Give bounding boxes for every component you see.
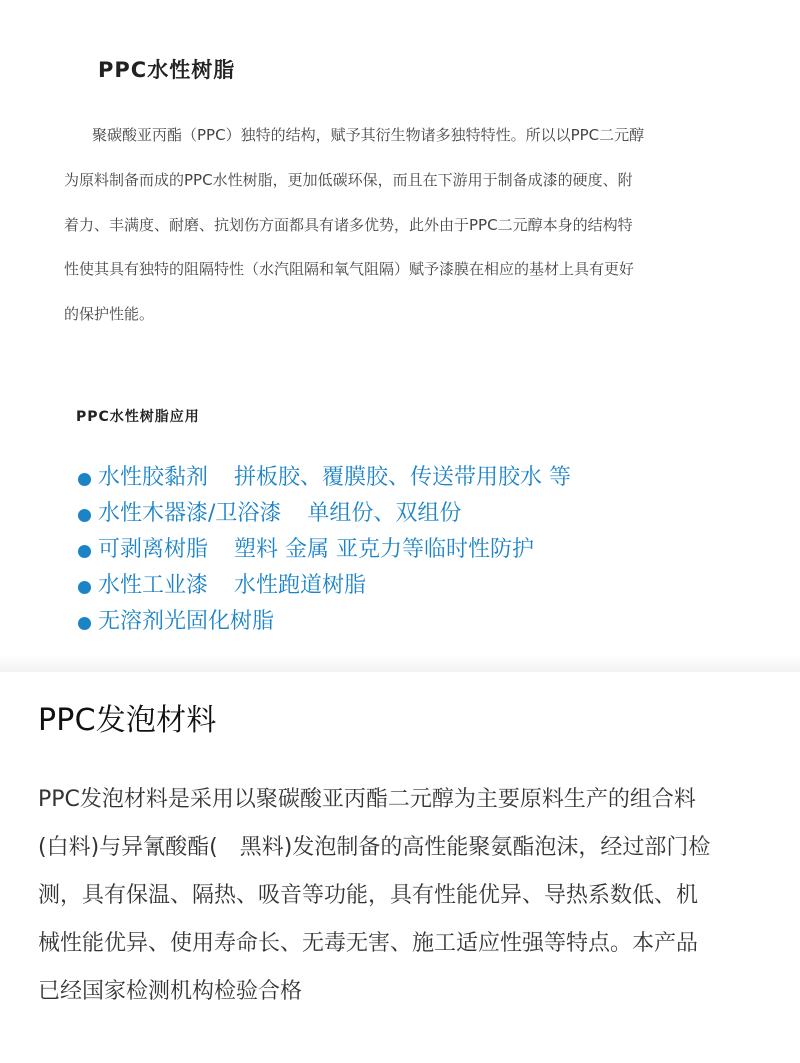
description-line: 聚碳酸亚丙酯（PPC）独特的结构，赋予其衍生物诸多独特特性。所以以PPC二元醇 <box>92 126 645 144</box>
bullet-icon <box>78 509 91 522</box>
ppc-water-resin-title: PPC水性树脂 <box>98 58 236 82</box>
bullet-icon <box>78 581 91 594</box>
ppc-foam-description <box>38 776 768 1016</box>
application-label: 无溶剂光固化树脂 <box>98 609 275 634</box>
section-divider <box>0 654 800 672</box>
application-label: 水性工业漆 <box>98 573 209 598</box>
foam-description-line: 已经国家检测机构检验合格 <box>38 979 303 1004</box>
application-label: 可剥离树脂 <box>98 537 209 562</box>
application-item <box>78 604 571 640</box>
description-line: 性使其具有独特的阻隔特性（水汽阻隔和氧气阻隔）赋予漆膜在相应的基材上具有更好 <box>64 260 635 279</box>
foam-description-line: 械性能优异、使用寿命长、无毒无害、施工适应性强等特点。本产品 <box>38 931 699 956</box>
application-label: 水性胶黏剂 <box>98 465 209 490</box>
foam-description-line: (白料)与异氰酸酯( 黑料)发泡制备的高性能聚氨酯泡沫，经过部门检 <box>38 835 711 860</box>
application-item <box>78 496 571 532</box>
applications-list <box>78 460 571 640</box>
description-line: 为原料制备而成的PPC水性树脂，更加低碳环保，而且在下游用于制备成漆的硬度、附 <box>64 170 633 189</box>
foam-description-line: 测，具有保温、隔热、吸音等功能，具有性能优异、导热系数低、机 <box>38 883 699 908</box>
application-detail: 拼板胶、覆膜胶、传送带用胶水 等 <box>234 465 572 490</box>
description-line: 着力、丰满度、耐磨、抗划伤方面都具有诸多优势，此外由于PPC二元醇本身的结构特 <box>64 215 633 234</box>
application-item <box>78 532 571 568</box>
applications-heading: PPC水性树脂应用 <box>76 409 200 425</box>
bullet-icon <box>78 473 91 486</box>
application-detail: 塑料 金属 亚克力等临时性防护 <box>234 537 535 562</box>
application-item <box>78 568 571 604</box>
bullet-icon <box>78 545 91 558</box>
foam-description-line: PPC发泡材料是采用以聚碳酸亚丙酯二元醇为主要原料生产的组合料 <box>38 787 696 812</box>
ppc-water-resin-description <box>64 113 754 337</box>
application-detail: 水性跑道树脂 <box>234 573 367 598</box>
application-label: 水性木器漆/卫浴漆 <box>98 501 282 526</box>
bullet-icon <box>78 617 91 630</box>
application-detail: 单组份、双组份 <box>307 501 462 526</box>
ppc-foam-title: PPC发泡材料 <box>38 703 217 738</box>
application-item <box>78 460 571 496</box>
description-line: 的保护性能。 <box>64 305 155 324</box>
